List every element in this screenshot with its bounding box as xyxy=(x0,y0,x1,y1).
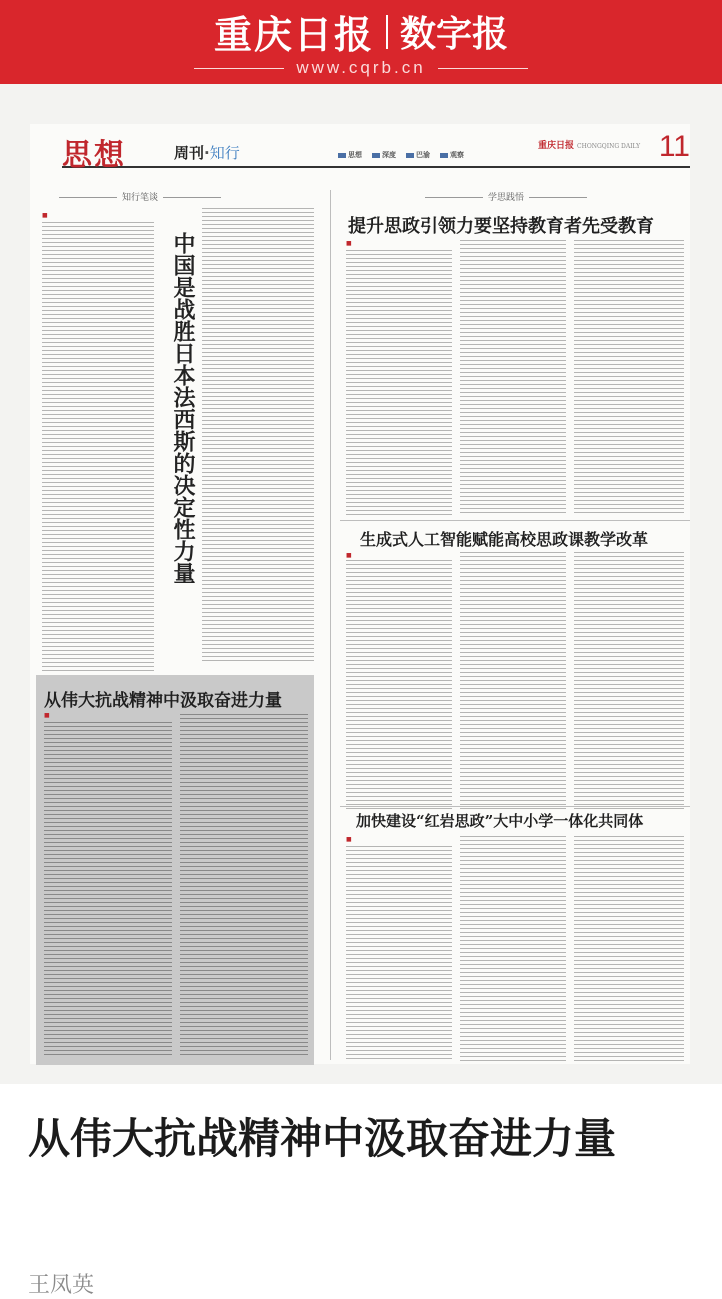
article-text-column xyxy=(346,560,452,810)
section-tab: 观察 xyxy=(440,150,464,160)
article-title-3[interactable]: 加快建设“红岩思政”大中小学一体化共同体 xyxy=(356,812,644,830)
article-text-column xyxy=(42,222,154,672)
byline-marker: ■ xyxy=(346,240,352,247)
tab-marker-icon xyxy=(406,153,414,158)
section-tabs xyxy=(338,150,464,160)
article-text-column xyxy=(574,552,684,810)
section-tab: 思想 xyxy=(338,150,362,160)
selected-article-title[interactable]: 从伟大抗战精神中汲取奋进力量 xyxy=(44,691,282,711)
divider xyxy=(340,520,690,521)
section-tab: 巴渝 xyxy=(406,150,430,160)
vertical-article-title[interactable]: 中国是战胜日本法西斯的决定性力量 xyxy=(170,232,196,584)
article-text-column xyxy=(202,208,314,664)
byline-marker: ■ xyxy=(346,552,352,559)
article-text-column xyxy=(44,722,172,1057)
section-tab: 深度 xyxy=(372,150,396,160)
column-divider xyxy=(330,190,331,1060)
tab-marker-icon xyxy=(372,153,380,158)
column-tag-zhixing: 知行笔谈 xyxy=(54,190,226,203)
page-number: 11 xyxy=(658,130,690,163)
article-text-column xyxy=(346,250,452,515)
byline-marker: ■ xyxy=(44,712,50,719)
article-text-column xyxy=(460,240,566,515)
article-title-1[interactable]: 提升思政引领力要坚持教育者先受教育 xyxy=(348,216,654,237)
masthead-mini: 重庆日报 CHONGQING DAILY xyxy=(538,141,641,151)
brand-suffix: 数字报 xyxy=(400,14,509,55)
divider xyxy=(340,806,690,807)
article-title-2[interactable]: 生成式人工智能赋能高校思政课教学改革 xyxy=(360,530,649,549)
article-text-column xyxy=(460,552,566,810)
section-subtitle xyxy=(174,142,240,163)
column-tag-xuexi: 学思践悟 xyxy=(420,190,592,203)
brand-divider xyxy=(386,15,388,49)
tab-marker-icon xyxy=(440,153,448,158)
byline-marker: ■ xyxy=(346,836,352,843)
byline-marker: ■ xyxy=(42,212,48,219)
tab-marker-icon xyxy=(338,153,346,158)
section-sub-prefix: 周刊 xyxy=(174,144,205,162)
article-text-column xyxy=(574,836,684,1061)
article-headline: 从伟大抗战精神中汲取奋进力量 xyxy=(28,1114,617,1163)
article-text-column xyxy=(346,846,452,1061)
article-author: 王凤英 xyxy=(28,1273,95,1298)
brand-name: 重庆日报 xyxy=(213,12,374,57)
site-url[interactable]: www.cqrb.cn xyxy=(0,58,722,78)
section-sub-suffix: 知行 xyxy=(209,144,240,162)
article-text-column xyxy=(180,714,308,1057)
section-name: 思想 xyxy=(62,138,126,173)
page-section-header xyxy=(62,130,690,173)
brand-logo[interactable] xyxy=(0,4,722,59)
app-header-banner xyxy=(0,0,722,84)
section-sub-dot: · xyxy=(204,144,210,162)
article-text-column xyxy=(460,836,566,1061)
article-text-column xyxy=(574,240,684,515)
